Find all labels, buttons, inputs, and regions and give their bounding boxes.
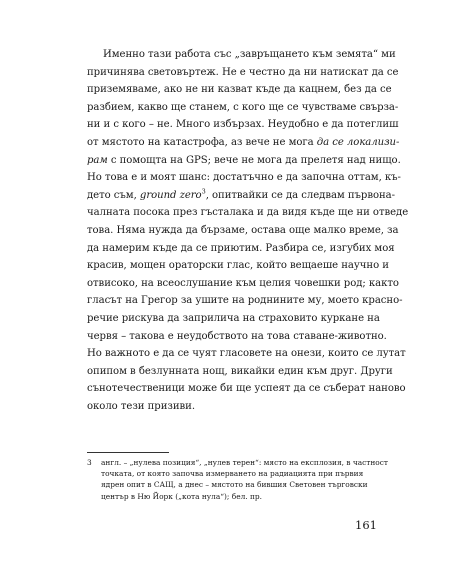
- footnote-line: ядрен опит в САЩ, а днес – мястото на бившия Световен търговски: [101, 480, 368, 490]
- text-line: Но това е и моят шанс: достатъчно е да започна оттам, къ-: [87, 172, 401, 184]
- italic-phrase: рам: [87, 154, 108, 166]
- text-line: разбием, какво ще станем, с кого ще се чувстваме свърза-: [87, 101, 399, 113]
- text-line: отвисоко, на всеослушание към целия човешки род; както: [87, 277, 399, 289]
- footnote-line: център в Ню Йорк („кота нула“); бел. пр.: [101, 491, 262, 501]
- main-text-block: [87, 46, 409, 415]
- footnote-reference[interactable]: 3: [201, 187, 206, 196]
- italic-phrase: да се локализи-: [316, 136, 400, 148]
- text-line: Именно тази работа със „завръщането към земята“ ми: [103, 49, 396, 60]
- text-line: ни и с кого – не. Много избързах. Неудобно е да потеглиш: [87, 119, 399, 131]
- italic-phrase: ground zero: [139, 189, 202, 201]
- text-line: опипом в безлунната нощ, викайки един към друг. Други: [87, 365, 393, 377]
- footnote: [87, 457, 388, 502]
- text-line: гласът на Грегор за ушите на роднините му, моето красно-: [87, 295, 403, 307]
- text-line: от мястото на катастрофа, аз вече не мога да се локализи-: [87, 136, 400, 148]
- text-line: около тези призиви.: [87, 400, 195, 412]
- page-number: 161: [355, 518, 377, 532]
- footnote-line: 3 англ. – „нулева позиция“, „нулев терен“: място на експлозия, в частност: [87, 458, 388, 467]
- text-line: речие рискува да заприлича на страховито куркане на: [87, 312, 380, 324]
- text-line: сънотечественици може би ще успеят да се съберат наново: [87, 383, 406, 395]
- text-line: причинява световъртеж. Не е честно да ни натискат да се: [87, 66, 399, 78]
- text-line: дето съм, ground zero$^3$, опитвайки се да следвам първона-: [87, 187, 396, 201]
- text-line: красив, мощен ораторски глас, който вещаеше научно и: [87, 260, 389, 272]
- text-line: червя – такова е неудобството на това ставане-животно.: [87, 330, 387, 342]
- text-line: приземяваме, ако не ни казват къде да кацнем, без да се: [87, 84, 392, 96]
- text-line: рам с помощта на GPS; вече не мога да прелетя над нищо.: [87, 154, 401, 166]
- footnote-separator: [87, 452, 169, 453]
- text-line: чалната посока през гъсталака и да видя къде ще ни отведе: [87, 207, 409, 219]
- footnote-marker: 3: [87, 458, 92, 467]
- text-line: Но важното е да се чуят гласовете на онези, които се лутат: [87, 348, 406, 360]
- text-line: да намерим къде да се приютим. Разбира се, изгубих моя: [87, 242, 395, 254]
- text-line: това. Няма нужда да бързаме, остава още малко време, за: [87, 224, 399, 236]
- footnote-line: точката, от която започва измерването на радиацията при първия: [101, 469, 364, 479]
